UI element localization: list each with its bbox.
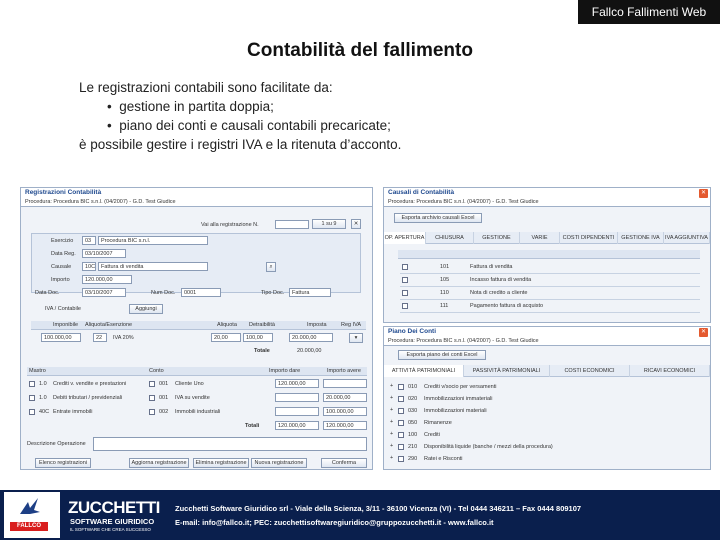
add-iva-button[interactable]: Aggiungi: [129, 304, 163, 314]
tab-ricavi[interactable]: RICAVI ECONOMICI: [630, 365, 710, 377]
esercizio-code[interactable]: 03: [82, 236, 96, 245]
row-checkbox[interactable]: [398, 384, 404, 390]
conto-code: 010: [408, 384, 418, 390]
causale-code: 101: [440, 264, 450, 270]
tree-item[interactable]: [390, 417, 690, 429]
totale-label: Totale: [254, 348, 270, 354]
pager[interactable]: 1 su 9: [312, 219, 346, 229]
intro-line: Le registrazioni contabili sono facilitate da:: [79, 80, 333, 95]
tab-gestione[interactable]: GESTIONE: [474, 232, 520, 244]
row-checkbox[interactable]: [149, 395, 155, 401]
conto-code: 100: [408, 432, 418, 438]
tree-item[interactable]: [390, 381, 690, 393]
causale-code: 105: [440, 277, 450, 283]
column-header: Importo dare: [269, 368, 301, 374]
tree-item[interactable]: [390, 393, 690, 405]
bird-icon: [18, 496, 42, 520]
piano-conti-window: [383, 326, 711, 470]
conto-desc: IVA su vendite: [175, 395, 210, 401]
conto-code: 290: [408, 456, 418, 462]
causale-desc: Nota di credito a cliente: [470, 290, 528, 296]
iva-header-row: [31, 321, 366, 330]
expand-icon[interactable]: +: [390, 407, 394, 413]
table-row[interactable]: [27, 392, 367, 405]
esercizio-field[interactable]: Procedura BIC s.n.l.: [98, 236, 208, 245]
row-checkbox[interactable]: [29, 409, 35, 415]
avere-field[interactable]: 100.000,00: [323, 407, 367, 416]
conto-desc: Crediti v/socio per versamenti: [424, 384, 497, 390]
list-item[interactable]: [400, 300, 700, 313]
data-reg-label: Data Reg.: [51, 251, 76, 257]
goto-input[interactable]: [275, 220, 309, 229]
intro-line: è possibile gestire i registri IVA e la ritenuta d’acconto.: [79, 137, 402, 152]
imposta-field[interactable]: 20.000,00: [289, 333, 333, 342]
aggiorna-button[interactable]: Aggiorna registrazione: [129, 458, 189, 468]
conto-desc: Ratei e Risconti: [424, 456, 463, 462]
aliquota-code[interactable]: 22: [93, 333, 107, 342]
mastro-desc: Debiti tributari / previdenziali: [53, 395, 123, 401]
conto-code: 210: [408, 444, 418, 450]
column-header: Aliquota/Esenzione: [85, 322, 133, 328]
search-icon[interactable]: ⌕: [266, 262, 276, 272]
row-checkbox[interactable]: [402, 290, 408, 296]
iva-section-label: IVA / Contabile: [45, 306, 81, 312]
tab-attivita[interactable]: ATTIVITÀ PATRIMONIALI: [384, 365, 464, 377]
data-doc-label: Data Doc.: [35, 290, 60, 296]
close-icon[interactable]: ✕: [351, 219, 361, 229]
tab-iva-aggiuntiva[interactable]: IVA AGGIUNTIVA: [664, 232, 710, 244]
tab-costi[interactable]: COSTI ECONOMICI: [550, 365, 630, 377]
conto-desc: Immobili industriali: [175, 409, 221, 415]
tab-costi-dipendenti[interactable]: COSTI DIPENDENTI: [560, 232, 618, 244]
avere-field[interactable]: [323, 379, 367, 388]
elenco-registrazioni-button[interactable]: Elenco registrazioni: [35, 458, 91, 468]
causale-field[interactable]: Fattura di vendita: [98, 262, 208, 271]
causale-label: Causale: [51, 264, 72, 270]
num-doc-label: Num Doc.: [151, 290, 176, 296]
window-subtitle: Procedura: Procedura BIC s.n.l. (04/2007) - G.D. Test Giudice: [384, 337, 710, 346]
company-sub: SOFTWARE GIURIDICO: [70, 517, 155, 526]
window-title: Registrazioni Contabilità: [21, 188, 372, 198]
row-checkbox[interactable]: [398, 408, 404, 414]
tree-item[interactable]: [390, 405, 690, 417]
mastro-header-row: [27, 367, 367, 376]
column-header: Mastro: [29, 368, 46, 374]
expand-icon[interactable]: +: [390, 431, 394, 437]
row-checkbox[interactable]: [398, 456, 404, 462]
close-icon[interactable]: ✕: [700, 190, 707, 196]
column-header: Detraibilità: [249, 322, 275, 328]
tab-gestione-iva[interactable]: GESTIONE IVA: [618, 232, 664, 244]
mastro-desc: Crediti v. vendite e prestazioni: [53, 381, 127, 387]
mastro-desc: Entrate immobili: [53, 409, 93, 415]
conto-code: 002: [159, 409, 169, 415]
total-avere: 120.000,00: [323, 421, 367, 430]
table-row[interactable]: [27, 406, 367, 419]
window-subtitle: Procedura: Procedura BIC s.n.l. (04/2007) - G.D. Test Giudice: [21, 198, 372, 207]
conto-desc: Cliente Uno: [175, 381, 204, 387]
registrazioni-window: [20, 187, 373, 470]
causale-code[interactable]: 10C: [82, 262, 96, 271]
list-item[interactable]: [400, 261, 700, 274]
data-doc-field[interactable]: 03/10/2007: [82, 288, 126, 297]
conto-code: 050: [408, 420, 418, 426]
causale-code: 110: [440, 290, 449, 296]
column-header: Imposta: [307, 322, 327, 328]
tab-passivita[interactable]: PASSIVITÀ PATRIMONIALI: [464, 365, 550, 377]
dare-field[interactable]: [275, 393, 319, 402]
aliquota-field[interactable]: 20,00: [211, 333, 241, 342]
total-dare: 120.000,00: [275, 421, 319, 430]
window-title: Piano Dei Conti: [384, 327, 710, 337]
row-checkbox[interactable]: [398, 444, 404, 450]
importo-field[interactable]: 120.000,00: [82, 275, 132, 284]
avere-field[interactable]: 20.000,00: [323, 393, 367, 402]
column-header: Conto: [149, 368, 164, 374]
zucchetti-logo: ZUCCHETTI: [68, 498, 160, 517]
causali-window: [383, 187, 711, 323]
footer-address: Zucchetti Software Giuridico srl - Viale della Scienza, 3/11 - 36100 Vicenza (VI) - Tel 0444 346211 – Fax 0444 809107: [175, 504, 582, 513]
row-checkbox[interactable]: [149, 409, 155, 415]
importo-label: Importo: [51, 277, 70, 283]
company-tag: IL SOFTWARE CHE CREA SUCCESSO: [70, 527, 151, 532]
descrizione-label: Descrizione Operazione: [27, 441, 86, 447]
bullet-item: • piano dei conti e causali contabili precaricate;: [107, 118, 391, 133]
aliquota-desc: IVA 20%: [113, 335, 134, 341]
row-checkbox[interactable]: [398, 420, 404, 426]
tab-chiusura[interactable]: CHIUSURA: [426, 232, 474, 244]
mastro-code: 1.0: [39, 395, 47, 401]
tipo-doc-select[interactable]: Fattura: [289, 288, 331, 297]
elimina-button[interactable]: Elimina registrazione: [193, 458, 249, 468]
mastro-code: 1.0: [39, 381, 47, 387]
conto-desc: Immobilizzazioni immateriali: [424, 396, 493, 402]
tipo-doc-label: Tipo Doc.: [261, 290, 285, 296]
window-title: Causali di Contabilità: [384, 188, 710, 198]
data-reg-field[interactable]: 03/10/2007: [82, 249, 126, 258]
intro-text: [79, 78, 401, 154]
esercizio-label: Esercizio: [51, 238, 74, 244]
causali-tabs: [384, 232, 710, 244]
row-checkbox[interactable]: [398, 432, 404, 438]
causali-header-row: [398, 250, 700, 259]
fallco-logo: [4, 492, 60, 538]
column-header: Imponibile: [53, 322, 79, 328]
totale-value: 20.000,00: [297, 348, 322, 354]
row-checkbox[interactable]: [402, 277, 408, 283]
row-checkbox[interactable]: [29, 395, 35, 401]
conto-code: 030: [408, 408, 418, 414]
dare-field[interactable]: [275, 407, 319, 416]
footer-contacts: E-mail: info@fallco.it; PEC: zucchettisoftwaregiuridico@gruppozucchetti.it - www.fallco.it: [175, 518, 494, 527]
pdc-tree: [390, 381, 690, 467]
list-item[interactable]: [400, 287, 700, 300]
descrizione-field[interactable]: [93, 437, 367, 451]
nuova-button[interactable]: Nuova registrazione: [251, 458, 307, 468]
num-doc-field[interactable]: 0001: [181, 288, 221, 297]
tab-op-apertura[interactable]: OP. APERTURA: [384, 232, 426, 244]
brand-label: Fallco Fallimenti Web: [578, 0, 720, 24]
conto-desc: Immobilizzazioni materiali: [424, 408, 487, 414]
export-causali-button[interactable]: Esporta archivio causali Excel: [394, 213, 482, 223]
tab-varie[interactable]: VARIE: [520, 232, 560, 244]
reg-iva-select[interactable]: ▾: [349, 333, 363, 343]
row-checkbox[interactable]: [402, 264, 408, 270]
row-checkbox[interactable]: [149, 381, 155, 387]
row-checkbox[interactable]: [402, 303, 408, 309]
causale-desc: Fattura di vendita: [470, 264, 513, 270]
tree-item[interactable]: [390, 453, 690, 465]
window-subtitle: Procedura: Procedura BIC s.n.l. (04/2007) - G.D. Test Giudice: [384, 198, 710, 207]
conto-desc: Crediti: [424, 432, 440, 438]
causale-desc: Incasso fattura di vendita: [470, 277, 532, 283]
conferma-button[interactable]: Conferma: [321, 458, 367, 468]
causale-code: 111: [440, 303, 449, 309]
goto-label: Vai alla registrazione N.: [201, 222, 259, 228]
conto-code: 020: [408, 396, 418, 402]
row-checkbox[interactable]: [398, 396, 404, 402]
conto-code: 001: [159, 395, 169, 401]
list-item[interactable]: [400, 274, 700, 287]
tree-item[interactable]: [390, 441, 690, 453]
conto-desc: Rimanenze: [424, 420, 452, 426]
imponibile-field[interactable]: 100.000,00: [41, 333, 81, 342]
table-row[interactable]: [27, 378, 367, 391]
expand-icon[interactable]: +: [390, 419, 394, 425]
column-header: Importo avere: [327, 368, 361, 374]
expand-icon[interactable]: +: [390, 395, 394, 401]
expand-icon[interactable]: +: [390, 443, 394, 449]
export-pdc-button[interactable]: Esporta piano dei conti Excel: [398, 350, 486, 360]
bullet-item: • gestione in partita doppia;: [107, 99, 274, 114]
expand-icon[interactable]: +: [390, 455, 394, 461]
tree-item[interactable]: [390, 429, 690, 441]
totali-label: Totali: [245, 423, 260, 429]
conto-code: 001: [159, 381, 169, 387]
pdc-tabs: [384, 365, 710, 377]
logo-bar: FALLCO: [10, 522, 48, 531]
conto-desc: Disponibilità liquide (banche / mezzi della procedura): [424, 444, 553, 450]
detraibilita-field[interactable]: 100,00: [243, 333, 273, 342]
mastro-code: 40C: [39, 409, 50, 415]
dare-field[interactable]: 120.000,00: [275, 379, 319, 388]
row-checkbox[interactable]: [29, 381, 35, 387]
column-header: Aliquota: [217, 322, 237, 328]
slide-title: Contabilità del fallimento: [247, 40, 473, 61]
close-icon[interactable]: ✕: [700, 329, 707, 335]
column-header: Reg IVA: [341, 322, 362, 328]
expand-icon[interactable]: +: [390, 383, 394, 389]
causale-desc: Pagamento fattura di acquisto: [470, 303, 544, 309]
